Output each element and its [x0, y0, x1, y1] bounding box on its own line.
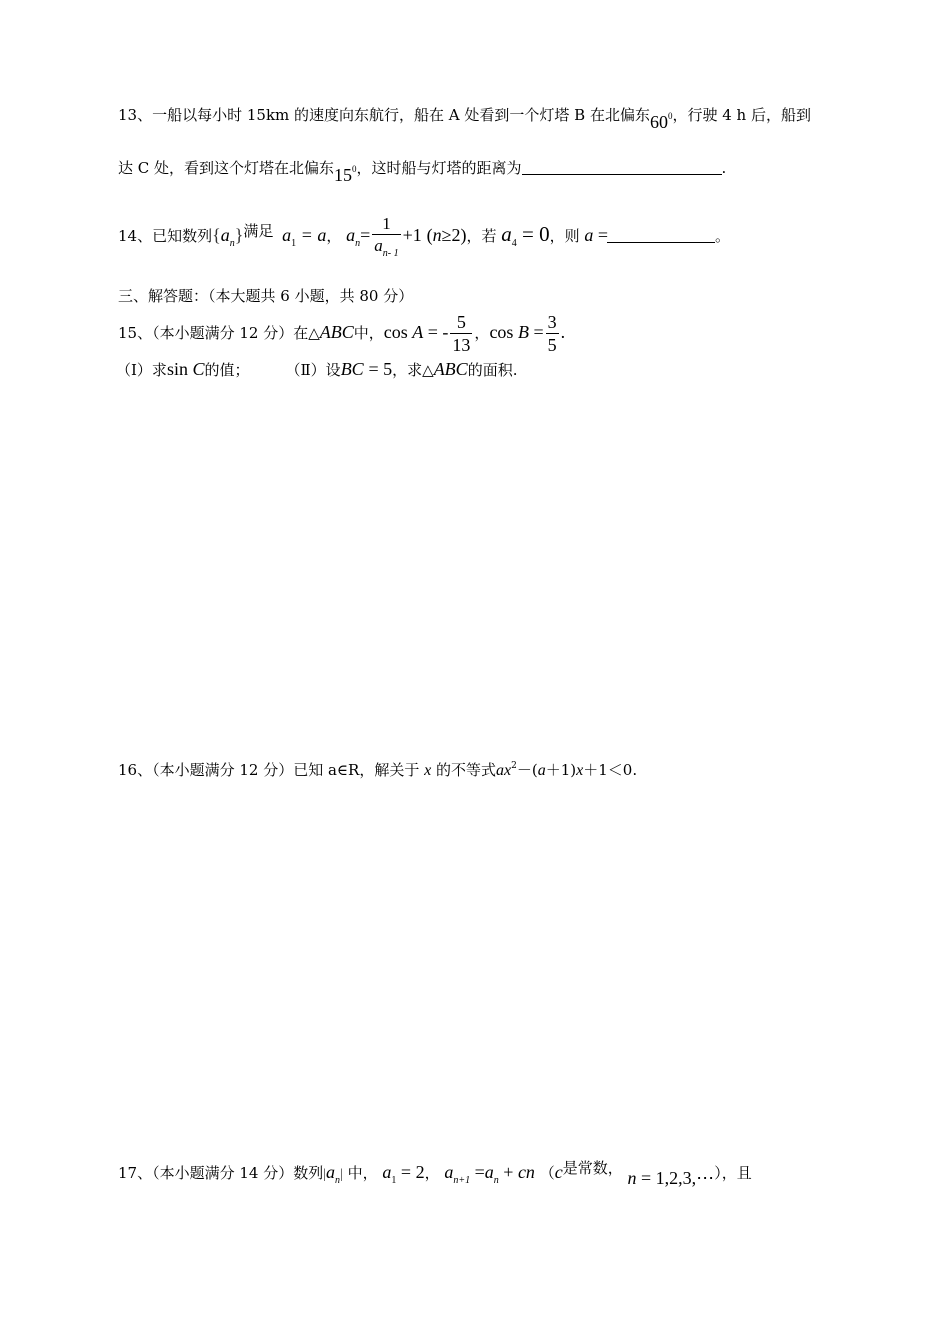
q13-text: 13、一船以每小时 15km 的速度向东航行，船在 A 处看到一个灯塔 B 在北偏东	[118, 106, 650, 124]
q14-fraction: $\frac{1}{a_{n- 1}}$	[374, 214, 399, 259]
brace-close: }	[234, 225, 244, 246]
q14-an: $a_n$	[346, 225, 361, 250]
q17-seq: $a_n$	[326, 1162, 341, 1186]
q17-a1: $a_1 = 2$	[382, 1162, 425, 1186]
q14-condition: (n≥2)	[426, 225, 467, 246]
q15-line1: 15、（本小题满分 12 分）在△ABC中，cos A = - $\frac{5}{13}$ ，cos B = $\frac{3}{5}$ .	[118, 312, 566, 355]
q14-line: 14、已知数列$\{a_n\}$满足 $a_1 = a$， $a_n=$ $\frac{1}{a_{n- 1}}$ +1 (n≥2)，若 $a_4 = 0$，则 a = 。	[118, 214, 731, 259]
q14-prefix: 14、已知数列	[118, 227, 213, 246]
q13-line1	[118, 104, 811, 132]
q14-seq: $a_n$	[220, 225, 235, 250]
q13-answer-blank	[522, 160, 722, 175]
bar-close: |	[340, 1167, 343, 1182]
q14-answer: a =	[584, 225, 609, 246]
q15-line2: （Ⅰ）求sin C的值； （Ⅱ）设BC = 5，求△ABC的面积.	[116, 359, 518, 379]
q14-a4: $a_4 = 0$	[501, 222, 550, 250]
q15-fraction-a: $\frac{5}{13}$	[452, 312, 471, 355]
section-heading: 三、解答题：（本大题共 6 小题，共 80 分）	[118, 287, 414, 305]
q13-angle2: $15^0$	[334, 164, 357, 185]
q15-sinC: sin C	[166, 359, 205, 379]
q16-line: 16、（本小题满分 12 分）已知 a∈R，解关于 x 的不等式$ax^2-(a+1)x+1<0$.	[118, 761, 638, 779]
q13-line2: 达 C 处，看到这个灯塔在北偏东$15^0$，这时船与灯塔的距离为 .	[118, 159, 727, 185]
bar-open: |	[323, 1167, 327, 1182]
q14-answer-blank	[607, 233, 715, 243]
q15-cosB: cos B =	[489, 322, 544, 343]
q14-a1: $a_1 = a$	[282, 225, 327, 250]
q15-fraction-b: $\frac{3}{5}$	[547, 312, 557, 355]
q17-line: 17、（本小题满分 14 分）数列$|a_n|$ 中， $a_1 = 2$， $a_{n+1} =a_n$ + cn （c是常数， n = 1,2,3,⋯），且	[118, 1159, 752, 1188]
q13-text-end: ，行驶 4 h 后，船到	[672, 106, 811, 124]
q15-cosA: cos A = -	[383, 322, 449, 343]
q13-text-mid: ，这时船与灯塔的距离为	[356, 159, 522, 177]
q17-recurrence: $a_{n+1} =a_n$ + cn	[444, 1162, 535, 1186]
q13-text2: 达 C 处，看到这个灯塔在北偏东	[118, 159, 335, 177]
brace-open: {	[212, 225, 221, 246]
q13-angle1: $60^0$	[649, 111, 673, 132]
q17-n-values: n = 1,2,3,⋯	[627, 1168, 715, 1188]
